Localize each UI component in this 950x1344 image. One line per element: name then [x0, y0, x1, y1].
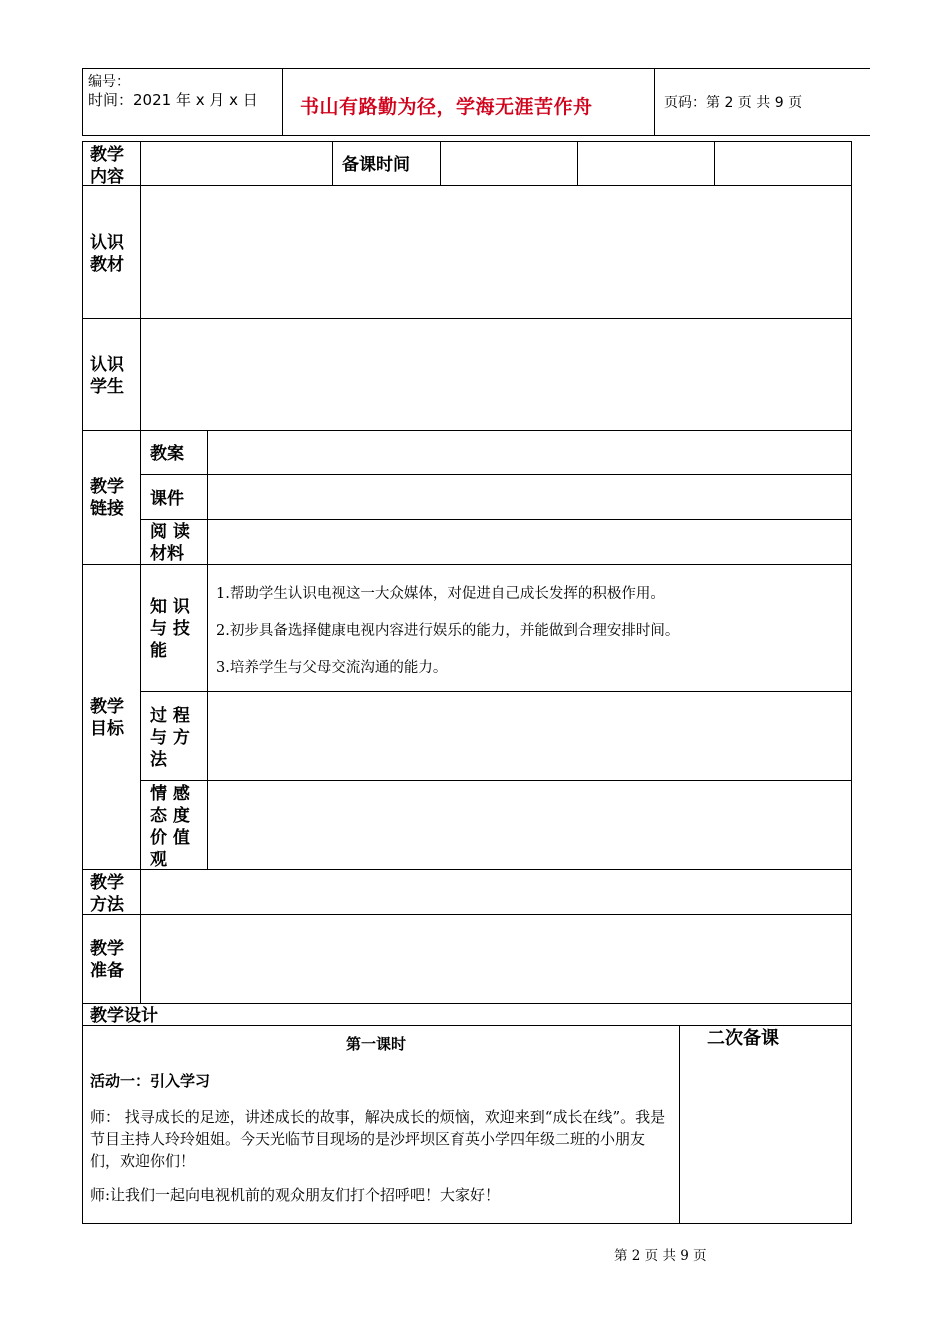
row-separator [140, 691, 851, 692]
dialogue-paragraph: 师： 找寻成长的足迹，讲述成长的故事，解决成长的烦恼，欢迎来到“成长在线”。我是节目主持人玲玲姐姐。今天光临节目现场的是沙坪坝区育英小学四年级二班的小朋友们，欢迎你们！ [90, 1108, 666, 1170]
column-separator [207, 430, 208, 869]
emotion-values-label: 情 感 态 度 价 值 观 [150, 784, 190, 870]
motto: 书山有路勤为径，学海无涯苦作舟 [300, 96, 593, 118]
process-method-label: 过 程 与 方 法 [150, 706, 190, 770]
teaching-design-label: 教学设计 [90, 1006, 158, 1026]
table-border [82, 1223, 851, 1224]
column-separator [332, 141, 333, 185]
table-border [82, 141, 851, 142]
footer-page-number: 第 2 页 共 9 页 [614, 1248, 707, 1264]
teaching-method-label: 教学 方法 [90, 873, 124, 915]
goal-item: 1.帮助学生认识电视这一大众媒体，对促进自己成长发挥的积极作用。 [216, 586, 665, 602]
row-separator [82, 564, 851, 565]
row-separator [82, 318, 851, 319]
header-divider [654, 68, 655, 135]
activity-title: 活动一：引入学习 [90, 1072, 211, 1090]
know-textbook-label: 认识 教材 [90, 233, 124, 275]
courseware-label: 课件 [150, 489, 184, 509]
header-bottom-rule [82, 135, 870, 136]
lesson-plan-label: 教案 [150, 444, 184, 464]
column-separator [679, 1025, 680, 1223]
header-divider [82, 68, 83, 135]
dialogue-paragraph: 师:让我们一起向电视机前的观众朋友们打个招呼吧！大家好！ [90, 1186, 501, 1204]
second-prep-label: 二次备课 [707, 1028, 779, 1049]
column-separator [140, 141, 141, 1003]
goal-item: 3.培养学生与父母交流沟通的能力。 [216, 660, 448, 676]
lesson-title: 第一课时 [346, 1035, 407, 1053]
content-label: 教学 内容 [90, 145, 124, 187]
knowledge-skill-label: 知 识 与 技 能 [150, 597, 190, 661]
teaching-goal-label: 教学 目标 [90, 697, 124, 739]
prep-time-label: 备课时间 [342, 155, 410, 175]
table-border [851, 141, 852, 1224]
document-number-label: 编号： [88, 74, 130, 90]
column-separator [440, 141, 441, 185]
row-separator [82, 869, 851, 870]
page-indicator: 页码：第 2 页 共 9 页 [664, 95, 803, 111]
goal-item: 2.初步具备选择健康电视内容进行娱乐的能力，并能做到合理安排时间。 [216, 623, 680, 639]
row-separator [140, 519, 851, 520]
table-border [82, 141, 83, 1224]
column-separator [714, 141, 715, 185]
header-divider [282, 68, 283, 135]
row-separator [140, 780, 851, 781]
row-separator [82, 914, 851, 915]
row-separator [82, 1025, 851, 1026]
teaching-prepare-label: 教学 准备 [90, 939, 124, 981]
row-separator [82, 185, 851, 186]
know-students-label: 认识 学生 [90, 355, 124, 397]
row-separator [140, 474, 851, 475]
reading-material-label: 阅 读 材料 [150, 522, 190, 564]
teaching-link-label: 教学 链接 [90, 477, 124, 519]
column-separator [577, 141, 578, 185]
row-separator [82, 1003, 851, 1004]
header-top-rule [82, 68, 870, 69]
row-separator [82, 430, 851, 431]
document-date-label: 时间：2021 年 x 月 x 日 [88, 91, 258, 109]
